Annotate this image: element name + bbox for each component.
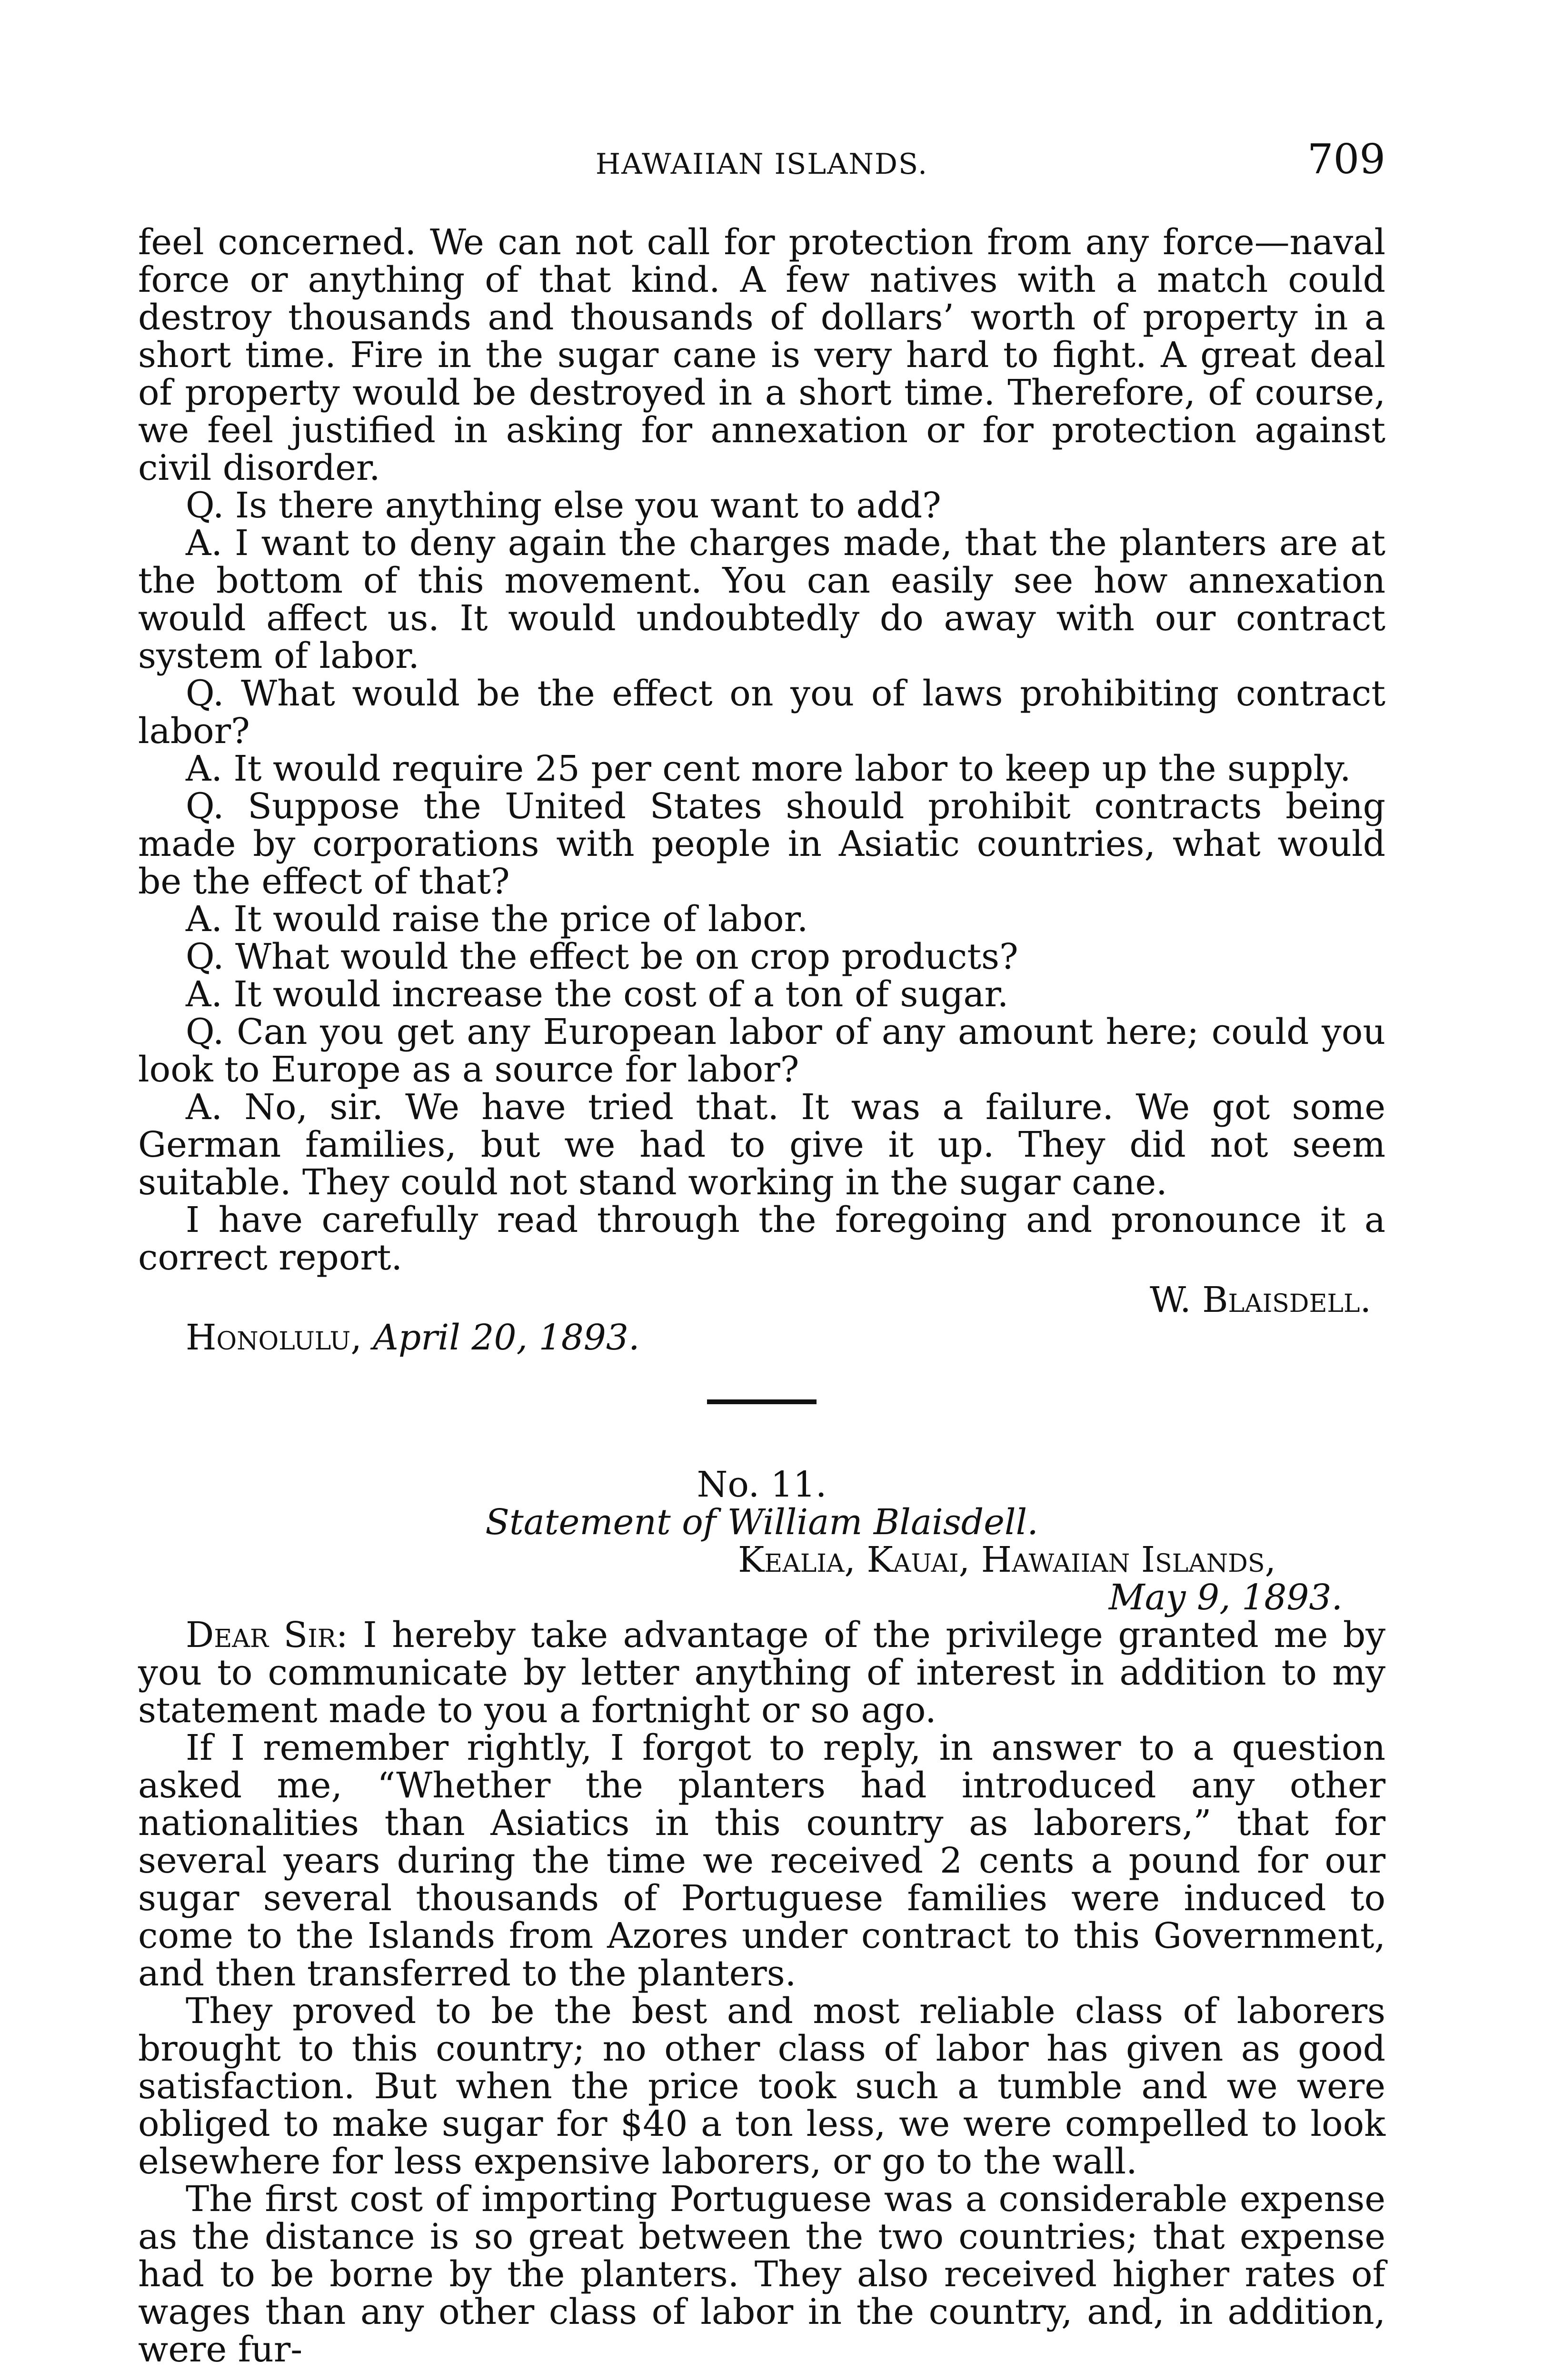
- certification-statement: I have carefully read through the foregoing and pronounce it a correct report.: [138, 1200, 1385, 1278]
- letter-paragraph: If I remember rightly, I forgot to reply, in answer to a question asked me, “Whether the planters had introduced any other nationalities than Asiatics in this country as laborers,” that for several years during the time we received 2 cents a pound for our sugar several thousands of Portuguese families were induced to come to the Islands from Azores under contract to this Government, and then transferred to the planters.: [138, 1727, 1385, 1994]
- dateline-date: May 9, 1893.: [1108, 1577, 1343, 1618]
- date: April 20, 1893.: [373, 1317, 640, 1358]
- qa-line: A. I want to deny again the charges made, that the planters are at the bottom of this movement. You can easily see how annexation would affect us. It would undoubtedly do away with our contract system of labor.: [138, 523, 1385, 676]
- page-header: [138, 119, 1385, 190]
- section-divider: [707, 1399, 817, 1404]
- letter-paragraph-text: I hereby take advantage of the privilege granted me by you to communicate by letter anything of interest in addition to my statement made to you a fortnight or so ago.: [138, 1615, 1386, 1731]
- qa-line: A. It would raise the price of labor.: [186, 899, 808, 940]
- qa-line: Q. Is there anything else you want to add?: [186, 485, 941, 526]
- letter-paragraph: They proved to be the best and most reliable class of laborers brought to this country; no other class of labor has given as good satisfaction. But when the price took such a tumble and we were obliged to make sugar for $40 a ton less, we were compelled to look elsewhere for less expensive laborers, or go to the wall.: [138, 1991, 1385, 2182]
- document-number: No. 11.: [697, 1464, 827, 1505]
- qa-line: A. It would increase the cost of a ton of sugar.: [186, 974, 1009, 1015]
- page-number: 709: [1307, 136, 1385, 183]
- qa-line: A. No, sir. We have tried that. It was a failure. We got some German families, but we had to give it up. They did not seem suitable. They could not stand working in the sugar cane.: [138, 1087, 1385, 1203]
- qa-line: Q. What would be the effect on you of laws prohibiting contract labor?: [138, 673, 1385, 752]
- letter-paragraph: The first cost of importing Portuguese was a considerable expense as the distance is so great between the two countries; that expense had to be borne by the planters. They also received higher rates of wages than any other class of labor in the country, and, in addition, were fur-: [138, 2179, 1385, 2370]
- dateline-place: Kealia, Kauai, Hawaiian Islands,: [738, 1539, 1276, 1580]
- qa-line: A. It would require 25 per cent more labor to keep up the supply.: [186, 748, 1351, 789]
- letter-paragraph: [138, 1616, 1385, 1729]
- place-date-line: [138, 1319, 1385, 1357]
- qa-line: Q. Can you get any European labor of any amount here; could you look to Europe as a source for labor?: [138, 1012, 1385, 1090]
- qa-line: Q. Suppose the United States should prohibit contracts being made by corporations with people in Asiatic countries, what would be the effect of that?: [138, 786, 1385, 902]
- body-text: [138, 224, 1385, 2369]
- signature: W. Blaisdell.: [1149, 1279, 1371, 1320]
- qa-line: Q. What would the effect be on crop products?: [186, 936, 1018, 977]
- salutation: Dear Sir:: [186, 1615, 348, 1656]
- place: Honolulu,: [186, 1317, 362, 1358]
- running-head: HAWAIIAN ISLANDS.: [595, 148, 928, 181]
- continuation-paragraph: feel concerned. We can not call for protection from any force—naval force or anything of that kind. A few natives with a match could destroy thousands and thousands of dollars’ worth of property in a short time. Fire in the sugar cane is very hard to fight. A great deal of property would be destroyed in a short time. Therefore, of course, we feel justified in asking for annexation or for protection against civil disorder.: [138, 222, 1385, 488]
- document-title: Statement of William Blaisdell.: [485, 1502, 1038, 1543]
